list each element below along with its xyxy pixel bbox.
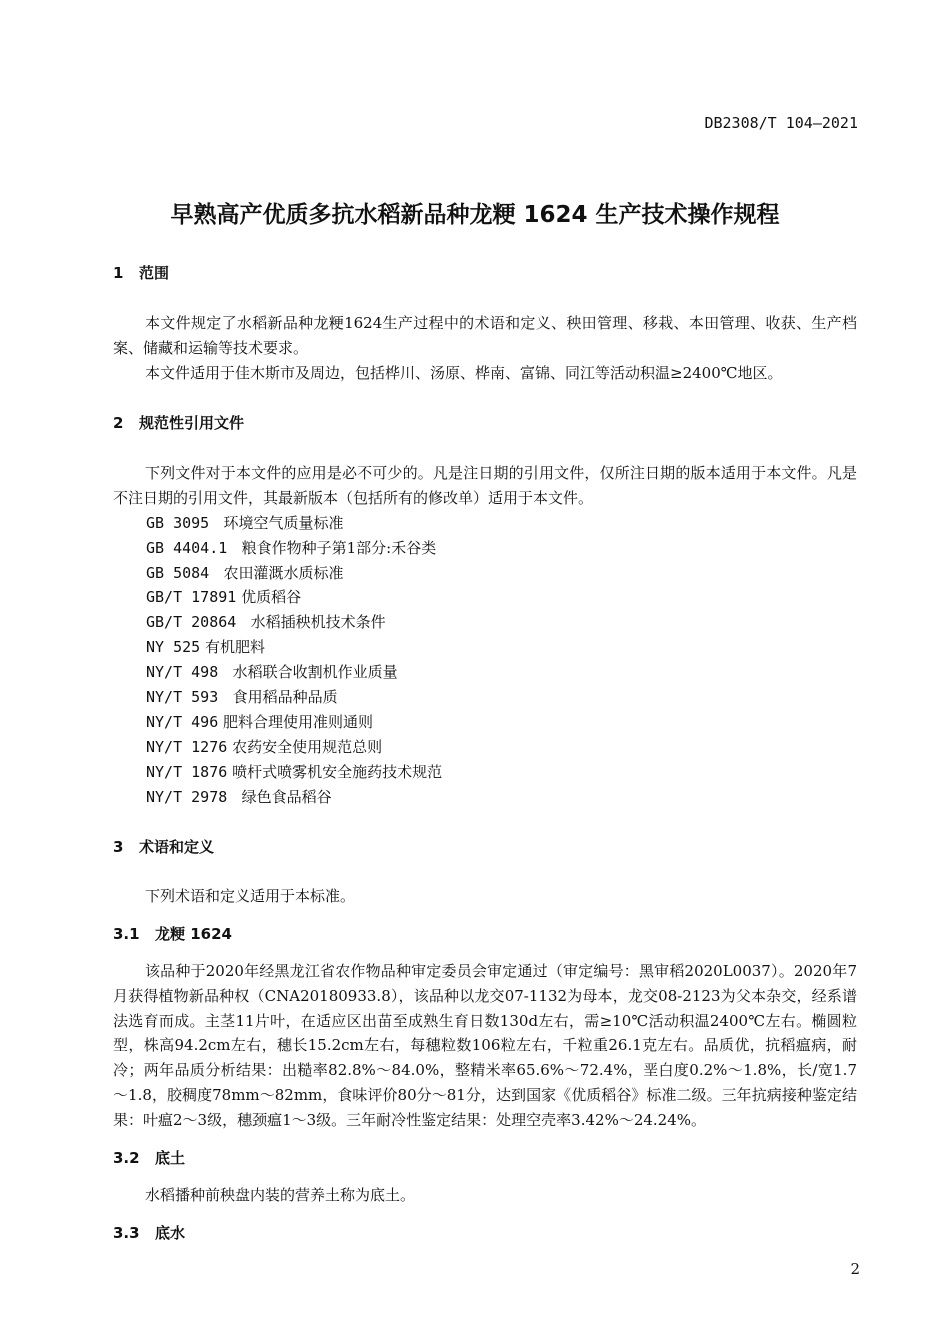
reference-item [146, 562, 344, 583]
reference-name: 肥料合理使用准则通则 [223, 713, 374, 731]
subsection-3-1-heading [113, 923, 232, 944]
reference-code: NY/T 496 [146, 713, 219, 731]
subsection-title: 底土 [155, 1149, 186, 1167]
section-number: 3 [113, 838, 124, 856]
section-3-intro [113, 884, 857, 909]
reference-name: 有机肥料 [204, 638, 265, 656]
reference-item [146, 786, 332, 807]
reference-code: NY/T 593 [146, 688, 219, 706]
reference-item [146, 611, 386, 632]
paragraph: 下列术语和定义适用于本标准。 [145, 887, 356, 905]
reference-item [146, 761, 442, 782]
reference-name: 绿色食品稻谷 [241, 788, 332, 806]
reference-code: GB/T 17891 [146, 588, 237, 606]
reference-item [146, 537, 436, 558]
reference-code: NY/T 2978 [146, 788, 228, 806]
subsection-3-2-heading [113, 1147, 185, 1168]
reference-name: 食用稻品种品质 [232, 688, 338, 706]
section-number: 2 [113, 414, 124, 432]
reference-name: 喷杆式喷雾机安全施药技术规范 [232, 763, 443, 781]
subsection-title: 龙粳 1624 [155, 925, 232, 943]
section-2-intro [113, 461, 857, 511]
reference-code: NY/T 1276 [146, 738, 228, 756]
paragraph: 本文件规定了水稻新品种龙粳1624生产过程中的术语和定义、秧田管理、移栽、本田管理、收获、生产档案、储藏和运输等技术要求。 [113, 314, 857, 357]
paragraph: 水稻播种前秧盘内装的营养土称为底土。 [145, 1186, 416, 1204]
standard-number: DB2308/T 104—2021 [704, 114, 858, 132]
subsection-number: 3.1 [113, 925, 140, 943]
reference-item [146, 686, 338, 707]
subsection-title: 底水 [155, 1224, 186, 1242]
section-1-body [113, 311, 857, 385]
reference-code: NY/T 498 [146, 663, 219, 681]
reference-code: GB 5084 [146, 564, 210, 582]
reference-name: 环境空气质量标准 [223, 514, 344, 532]
reference-name: 粮食作物种子第1部分:禾谷类 [241, 539, 437, 557]
document-title: 早熟高产优质多抗水稻新品种龙粳 1624 生产技术操作规程 [170, 202, 780, 228]
paragraph: 该品种于2020年经黑龙江省农作物品种审定委员会审定通过（审定编号：黑审稻2020L0037）。2020年7月获得植物新品种权（CNA20180933.8），该品种以龙交07-1132为母本，龙交08-2123为父本杂交，经系谱法选育而成。主茎11片叶，在适应区出苗至成熟生育日数130d左右，需≥10℃活动积温2400℃左右。椭圆粒型，株高94.2cm左右，穗长15.2cm左右，每穗粒数106粒左右，千粒重26.1克左右。品质优，抗稻瘟病，耐冷；两年品质分析结果：出糙率82.8%～84.0%，整精米率65.6%～72.4%，垩白度0.2%～1.8%，长/宽1.7～1.8，胶稠度78mm～82mm，食味评价80分～81分，达到国家《优质稻谷》标准二级。三年抗病接种鉴定结果：叶瘟2～3级，穗颈瘟1～3级。三年耐冷性鉴定结果：处理空壳率3.42%～24.24%。 [113, 962, 857, 1129]
reference-item [146, 512, 344, 533]
section-number: 1 [113, 264, 124, 282]
reference-item [146, 711, 373, 732]
subsection-number: 3.3 [113, 1224, 140, 1242]
section-1-heading [113, 262, 169, 283]
section-title: 范围 [139, 264, 170, 282]
reference-name: 水稻插秧机技术条件 [250, 613, 386, 631]
reference-name: 农药安全使用规范总则 [232, 738, 383, 756]
section-title: 规范性引用文件 [139, 414, 245, 432]
reference-item [146, 586, 301, 607]
page-number: 2 [850, 1260, 860, 1278]
section-title: 术语和定义 [139, 838, 215, 856]
reference-code: GB 4404.1 [146, 539, 228, 557]
reference-code: NY 525 [146, 638, 201, 656]
subsection-3-1-body [113, 959, 857, 1133]
reference-code: GB/T 20864 [146, 613, 237, 631]
section-3-heading [113, 836, 214, 857]
reference-name: 优质稻谷 [241, 588, 302, 606]
reference-name: 农田灌溉水质标准 [223, 564, 344, 582]
reference-item [146, 736, 382, 757]
section-2-heading [113, 412, 244, 433]
reference-item [146, 636, 265, 657]
subsection-3-2-body [113, 1183, 857, 1208]
reference-code: GB 3095 [146, 514, 210, 532]
paragraph: 下列文件对于本文件的应用是必不可少的。凡是注日期的引用文件，仅所注日期的版本适用于本文件。凡是不注日期的引用文件，其最新版本（包括所有的修改单）适用于本文件。 [113, 464, 857, 507]
reference-name: 水稻联合收割机作业质量 [232, 663, 398, 681]
subsection-3-3-heading [113, 1222, 185, 1243]
paragraph: 本文件适用于佳木斯市及周边，包括桦川、汤原、桦南、富锦、同江等活动积温≥2400℃地区。 [145, 363, 783, 382]
reference-code: NY/T 1876 [146, 763, 228, 781]
subsection-number: 3.2 [113, 1149, 140, 1167]
reference-item [146, 661, 398, 682]
